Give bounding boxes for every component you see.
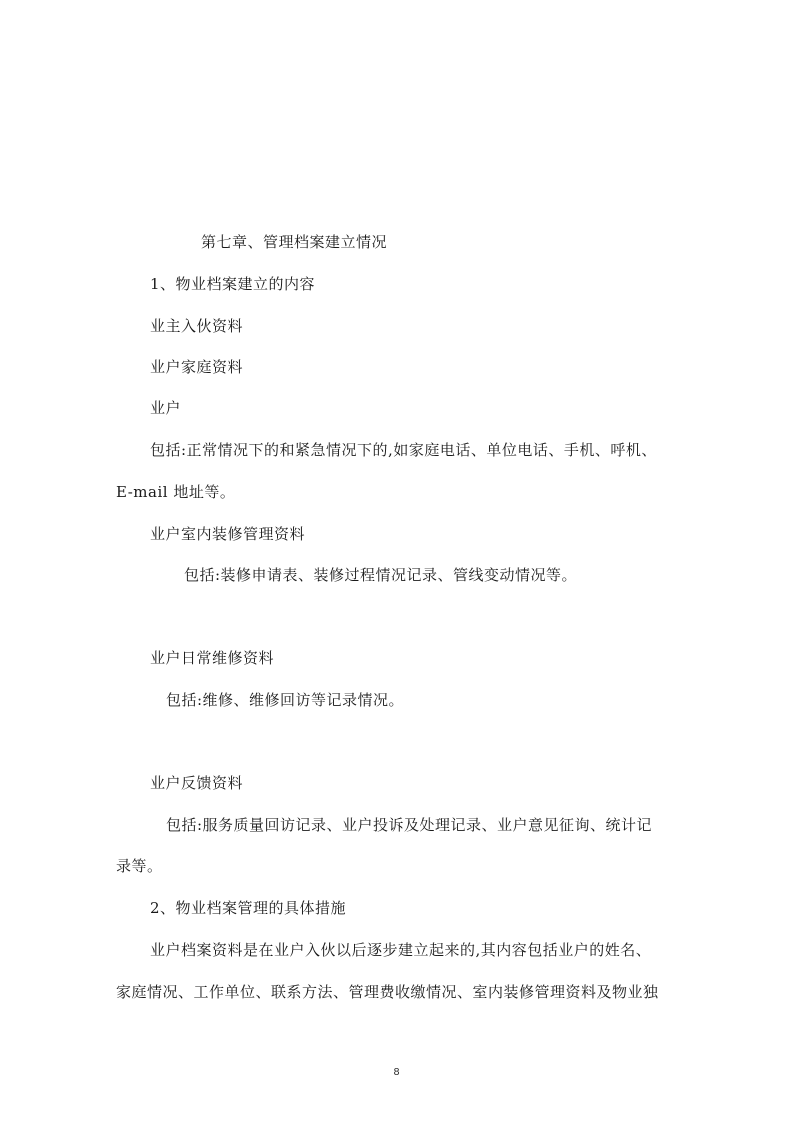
paragraph-line2: 家庭情况、工作单位、联系方法、管理费收缴情况、室内装修管理资料及物业独: [116, 983, 659, 1001]
contact-desc-line2: E-mail 地址等。: [116, 483, 236, 501]
feedback-desc-line2: 录等。: [116, 857, 163, 875]
renovation-desc: 包括:装修申请表、装修过程情况记录、管线变动情况等。: [184, 566, 578, 584]
contact-desc-line1: 包括:正常情况下的和紧急情况下的,如家庭电话、单位电话、手机、呼机、: [150, 441, 657, 459]
list-item: 业户家庭资料: [150, 358, 244, 376]
maintenance-title: 业户日常维修资料: [150, 649, 275, 667]
feedback-desc-line1: 包括:服务质量回访记录、业户投诉及处理记录、业户意见征询、统计记: [166, 816, 653, 834]
section-heading-2: 2、物业档案管理的具体措施: [150, 899, 347, 917]
feedback-title: 业户反馈资料: [150, 774, 244, 792]
page-number: 8: [393, 1067, 400, 1078]
paragraph-line1: 业户档案资料是在业户入伙以后逐步建立起来的,其内容包括业户的姓名、: [150, 941, 652, 959]
renovation-title: 业户室内装修管理资料: [150, 525, 306, 543]
section-heading-1: 1、物业档案建立的内容: [150, 275, 316, 293]
maintenance-desc: 包括:维修、维修回访等记录情况。: [166, 691, 405, 709]
list-item: 业主入伙资料: [150, 317, 244, 335]
list-item: 业户: [150, 399, 182, 417]
chapter-title: 第七章、管理档案建立情况: [201, 233, 388, 251]
